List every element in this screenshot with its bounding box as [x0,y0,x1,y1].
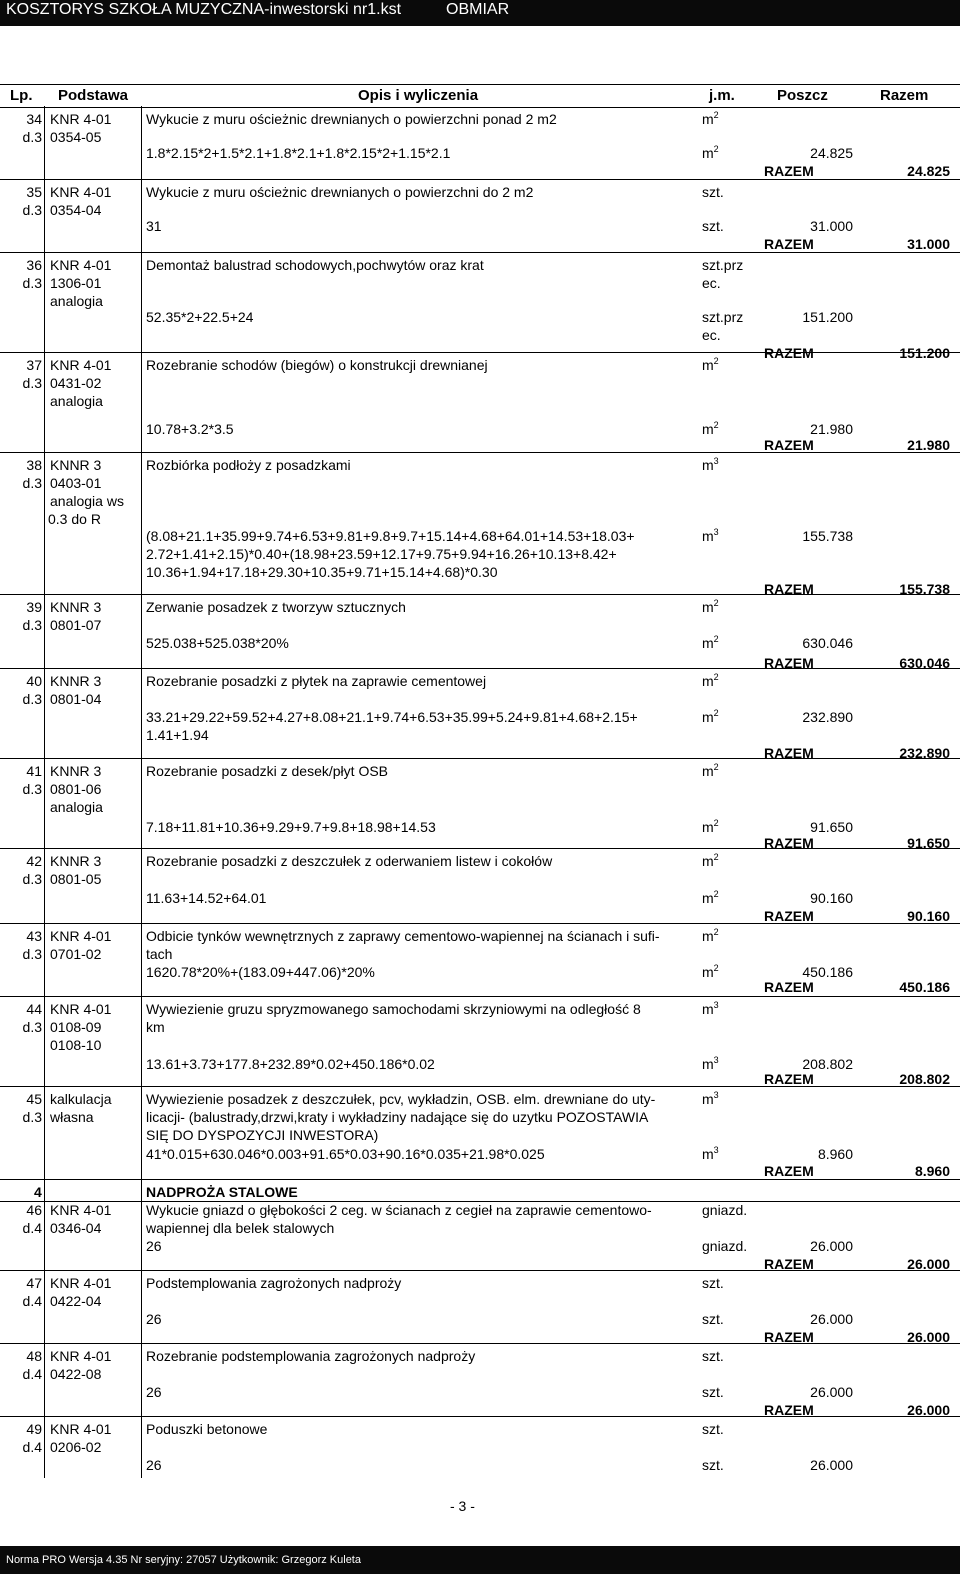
razem-value: 630.046 [899,655,950,671]
item-number: 35 [26,184,42,200]
calc-expression: (8.08+21.1+35.99+9.74+6.53+9.81+9.8+9.7+15.14+4.68+64.01+14.53+18.03+ [146,528,635,544]
calc-expression: 52.35*2+22.5+24 [146,309,254,325]
basis-code: KNR 4-01 [50,257,112,273]
item-description: tach [146,946,173,962]
item-unit: gniazd. [702,1202,748,1218]
item-unit: $m^3$ [702,1000,719,1017]
col-poszcz: Poszcz [777,87,828,104]
page-number: - 3 - [450,1498,475,1514]
section-number: 4 [34,1184,42,1200]
razem-label: RAZEM [764,1402,814,1418]
tab-obmiar[interactable]: OBMIAR [446,1,510,18]
partial-quantity: 26.000 [810,1384,853,1400]
item-description: Wykucie gniazd o głębokości 2 ceg. w ścianach z cegieł na zaprawie cementowo- [146,1202,652,1218]
razem-value: 31.000 [907,236,950,252]
basis-code: 0108-10 [50,1037,102,1053]
item-division: d.3 [22,781,42,797]
basis-code: 1306-01 [50,275,102,291]
item-unit: $m^2$ [702,852,719,869]
basis-code: KNNR 3 [50,673,102,689]
calc-expression: 2.72+1.41+2.15)*0.40+(18.98+23.59+12.17+9.75+9.94+16.26+10.13+8.42+ [146,546,617,562]
item-unit: $m^3$ [702,1090,719,1107]
row-separator [0,758,960,759]
basis-code: 0701-02 [50,946,102,962]
basis-code: analogia ws [50,493,124,509]
row-separator [0,594,960,595]
item-number: 49 [26,1421,42,1437]
calc-expression: 13.61+3.73+177.8+232.89*0.02+450.186*0.02 [146,1056,435,1072]
item-number: 42 [26,853,42,869]
razem-value: 91.650 [907,835,950,851]
razem-label: RAZEM [764,979,814,995]
row-separator [0,1343,960,1344]
calc-expression: 10.36+1.94+17.18+29.30+10.35+9.71+15.14+4.68)*0.30 [146,564,498,580]
basis-code: 0.3 do R [48,511,101,527]
basis-code: 0346-04 [50,1220,102,1236]
partial-quantity: 91.650 [810,819,853,835]
basis-code: 0206-02 [50,1439,102,1455]
col-podstawa: Podstawa [58,87,129,104]
partial-quantity: 26.000 [810,1311,853,1327]
calc-expression: 26 [146,1384,162,1400]
partial-quantity: 208.802 [802,1056,853,1072]
basis-code: KNNR 3 [50,457,102,473]
item-description: Wykucie z muru ościeżnic drewnianych o powierzchni ponad 2 m2 [146,111,557,127]
razem-value: 155.738 [899,581,950,597]
calc-unit: $m^2$ [702,420,719,437]
item-number: 48 [26,1348,42,1364]
item-description: wapiennej dla belek stalowych [146,1220,335,1236]
razem-label: RAZEM [764,1329,814,1345]
item-description: Odbicie tynków wewnętrznych z zaprawy cementowo-wapiennej na ścianach i sufi- [146,928,660,944]
calc-expression: 11.63+14.52+64.01 [146,890,267,906]
item-division: d.3 [22,475,42,491]
item-number: 43 [26,928,42,944]
item-number: 40 [26,673,42,689]
col-jm: j.m. [709,87,735,104]
item-unit: szt.prz [702,257,744,273]
column-rule [44,106,45,1478]
item-number: 37 [26,357,42,373]
item-unit: szt. [702,184,724,200]
calc-expression: 10.78+3.2*3.5 [146,421,234,437]
calc-unit: szt. [702,1311,724,1327]
item-division: d.4 [22,1293,42,1309]
calc-unit: szt.prz [702,309,744,325]
basis-code: KNNR 3 [50,763,102,779]
calc-unit: gniazd. [702,1238,748,1254]
basis-code: KNR 4-01 [50,1275,112,1291]
item-description: Rozebranie schodów (biegów) o konstrukcji drewnianej [146,357,488,373]
col-razem: Razem [880,87,929,104]
item-unit: $m^2$ [702,762,719,779]
item-number: 47 [26,1275,42,1291]
calc-unit: $m^2$ [702,708,719,725]
basis-code: analogia [50,799,103,815]
razem-value: 26.000 [907,1402,950,1418]
row-separator [0,1086,960,1087]
partial-quantity: 630.046 [802,635,853,651]
calc-expression: 525.038+525.038*20% [146,635,289,651]
section-title: NADPROŻA STALOWE [146,1184,298,1200]
basis-code: KNR 4-01 [50,1001,112,1017]
item-number: 44 [26,1001,42,1017]
item-division: d.3 [22,946,42,962]
item-division: d.3 [22,275,42,291]
item-unit: szt. [702,1348,724,1364]
razem-label: RAZEM [764,835,814,851]
razem-value: 21.980 [907,437,950,453]
partial-quantity: 24.825 [810,145,853,161]
item-description: Demontaż balustrad schodowych,pochwytów oraz krat [146,257,484,273]
basis-code: KNR 4-01 [50,184,112,200]
basis-code: 0422-08 [50,1366,102,1382]
item-description: km [146,1019,165,1035]
razem-label: RAZEM [764,1163,814,1179]
basis-code: 0422-04 [50,1293,102,1309]
item-division: d.3 [22,617,42,633]
col-lp: Lp. [10,87,33,104]
calc-expression: 26 [146,1311,162,1327]
razem-value: 26.000 [907,1256,950,1272]
item-description: Wywiezienie gruzu spryzmowanego samochodami skrzyniowymi na odległość 8 [146,1001,641,1017]
partial-quantity: 26.000 [810,1457,853,1473]
basis-code: KNR 4-01 [50,1202,112,1218]
row-separator [0,1416,960,1417]
calc-expression: 1620.78*20%+(183.09+447.06)*20% [146,964,375,980]
calc-expression: 1.41+1.94 [146,727,209,743]
calc-expression: 26 [146,1238,162,1254]
item-description: Wykucie z muru ościeżnic drewnianych o powierzchni do 2 m2 [146,184,534,200]
partial-quantity: 155.738 [802,528,853,544]
item-number: 41 [26,763,42,779]
basis-code: 0801-04 [50,691,102,707]
basis-code: analogia [50,393,103,409]
razem-label: RAZEM [764,236,814,252]
row-separator [0,352,960,353]
basis-code: 0431-02 [50,375,102,391]
title-bar-underline [0,20,960,26]
calc-expression: 33.21+29.22+59.52+4.27+8.08+21.1+9.74+6.53+35.99+5.24+9.81+4.68+2.15+ [146,709,638,725]
razem-label: RAZEM [764,163,814,179]
basis-code: 0403-01 [50,475,102,491]
calc-unit: $m^2$ [702,963,719,980]
item-number: 45 [26,1091,42,1107]
item-description: licacji- (balustrady,drzwi,kraty i wykładziny nadające się do uzytku POZOSTAWIA [146,1109,649,1125]
partial-quantity: 21.980 [810,421,853,437]
item-unit: szt. [702,1421,724,1437]
item-division: d.3 [22,1109,42,1125]
calc-unit: szt. [702,1384,724,1400]
item-division: d.3 [22,375,42,391]
item-number: 34 [26,111,42,127]
razem-value: 24.825 [907,163,950,179]
item-unit: $m^3$ [702,456,719,473]
item-description: Wywiezienie posadzek z deszczułek, pcv, wykładzin, OSB. elm. drewniane do uty- [146,1091,656,1107]
razem-label: RAZEM [764,345,814,361]
calc-unit: $m^3$ [702,527,719,544]
item-unit-cont: ec. [702,275,721,291]
footer-bar [0,1546,960,1574]
calc-unit: szt. [702,1457,724,1473]
item-division: d.3 [22,129,42,145]
calc-expression: 7.18+11.81+10.36+9.29+9.7+9.8+18.98+14.53 [146,819,436,835]
calc-expression: 1.8*2.15*2+1.5*2.1+1.8*2.1+1.8*2.15*2+1.15*2.1 [146,145,451,161]
row-separator [0,923,960,924]
row-separator [0,848,960,849]
col-opis: Opis i wyliczenia [358,87,479,104]
razem-value: 232.890 [899,745,950,761]
basis-code: 0801-06 [50,781,102,797]
razem-value: 151.200 [899,345,950,361]
calc-expression: 41*0.015+630.046*0.003+91.65*0.03+90.16*0.035+21.98*0.025 [146,1146,545,1162]
item-description: Rozebranie posadzki z desek/płyt OSB [146,763,389,779]
razem-label: RAZEM [764,581,814,597]
item-number: 36 [26,257,42,273]
column-header-row [0,84,960,108]
calc-unit: $m^2$ [702,144,719,161]
razem-label: RAZEM [764,437,814,453]
calc-unit: $m^2$ [702,889,719,906]
calc-expression: 31 [146,218,162,234]
partial-quantity: 450.186 [802,964,853,980]
item-division: d.3 [22,1019,42,1035]
item-description: Rozebranie posadzki z płytek na zaprawie cementowej [146,673,487,689]
basis-code: 0801-07 [50,617,102,633]
partial-quantity: 31.000 [810,218,853,234]
item-number: 39 [26,599,42,615]
row-separator [0,1179,960,1180]
partial-quantity: 26.000 [810,1238,853,1254]
item-number: 46 [26,1202,42,1218]
basis-code: KNR 4-01 [50,357,112,373]
item-description: Zerwanie posadzek z tworzyw sztucznych [146,599,406,615]
item-number: 38 [26,457,42,473]
item-unit: $m^2$ [702,672,719,689]
partial-quantity: 90.160 [810,890,853,906]
razem-value: 450.186 [899,979,950,995]
file-title: KOSZTORYS SZKOŁA MUZYCZNA-inwestorski nr1.kst [6,1,402,18]
razem-value: 26.000 [907,1329,950,1345]
basis-code: analogia [50,293,103,309]
basis-code: KNNR 3 [50,599,102,615]
razem-label: RAZEM [764,655,814,671]
item-description: Poduszki betonowe [146,1421,268,1437]
basis-code: 0354-05 [50,129,102,145]
partial-quantity: 151.200 [802,309,853,325]
razem-label: RAZEM [764,745,814,761]
item-description: Rozbiórka podłoży z posadzkami [146,457,351,473]
basis-code: 0354-04 [50,202,102,218]
calc-unit: $m^3$ [702,1145,719,1162]
calc-expression: 26 [146,1457,162,1473]
basis-code: 0801-05 [50,871,102,887]
item-description: Podstemplowania zagrożonych nadproży [146,1275,402,1291]
item-unit: $m^2$ [702,598,719,615]
row-separator [0,996,960,997]
calc-unit: $m^2$ [702,818,719,835]
column-rule [141,106,142,1478]
razem-label: RAZEM [764,908,814,924]
item-description: Rozebranie posadzki z deszczułek z oderwaniem listew i cokołów [146,853,553,869]
basis-code: kalkulacja [50,1091,112,1107]
razem-label: RAZEM [764,1071,814,1087]
row-separator [0,452,960,453]
row-separator [0,668,960,669]
item-description: SIĘ DO DYSPOZYCJI INWESTORA) [146,1127,379,1143]
razem-value: 90.160 [907,908,950,924]
title-bar [0,0,960,20]
partial-quantity: 232.890 [802,709,853,725]
item-division: d.4 [22,1220,42,1236]
footer-text: Norma PRO Wersja 4.35 Nr seryjny: 27057 Użytkownik: Grzegorz Kuleta [6,1554,361,1566]
row-separator [0,252,960,253]
item-unit: szt. [702,1275,724,1291]
item-division: d.3 [22,202,42,218]
item-unit: $m^2$ [702,356,719,373]
calc-unit: $m^3$ [702,1055,719,1072]
razem-value: 8.960 [914,1163,950,1179]
basis-code: własna [50,1109,94,1125]
row-separator [0,179,960,180]
row-separator [0,1270,960,1271]
basis-code: KNNR 3 [50,853,102,869]
basis-code: KNR 4-01 [50,928,112,944]
calc-unit: $m^2$ [702,634,719,651]
item-division: d.4 [22,1366,42,1382]
razem-value: 208.802 [899,1071,950,1087]
item-division: d.4 [22,1439,42,1455]
item-description: Rozebranie podstemplowania zagrożonych nadproży [146,1348,476,1364]
item-unit: $m^2$ [702,110,719,127]
item-division: d.3 [22,691,42,707]
partial-quantity: 8.960 [817,1146,853,1162]
basis-code: KNR 4-01 [50,111,112,127]
basis-code: 0108-09 [50,1019,102,1035]
item-unit: $m^2$ [702,927,719,944]
calc-unit: szt. [702,218,724,234]
basis-code: KNR 4-01 [50,1348,112,1364]
item-division: d.3 [22,871,42,887]
basis-code: KNR 4-01 [50,1421,112,1437]
razem-label: RAZEM [764,1256,814,1272]
calc-unit-cont: ec. [702,327,721,343]
